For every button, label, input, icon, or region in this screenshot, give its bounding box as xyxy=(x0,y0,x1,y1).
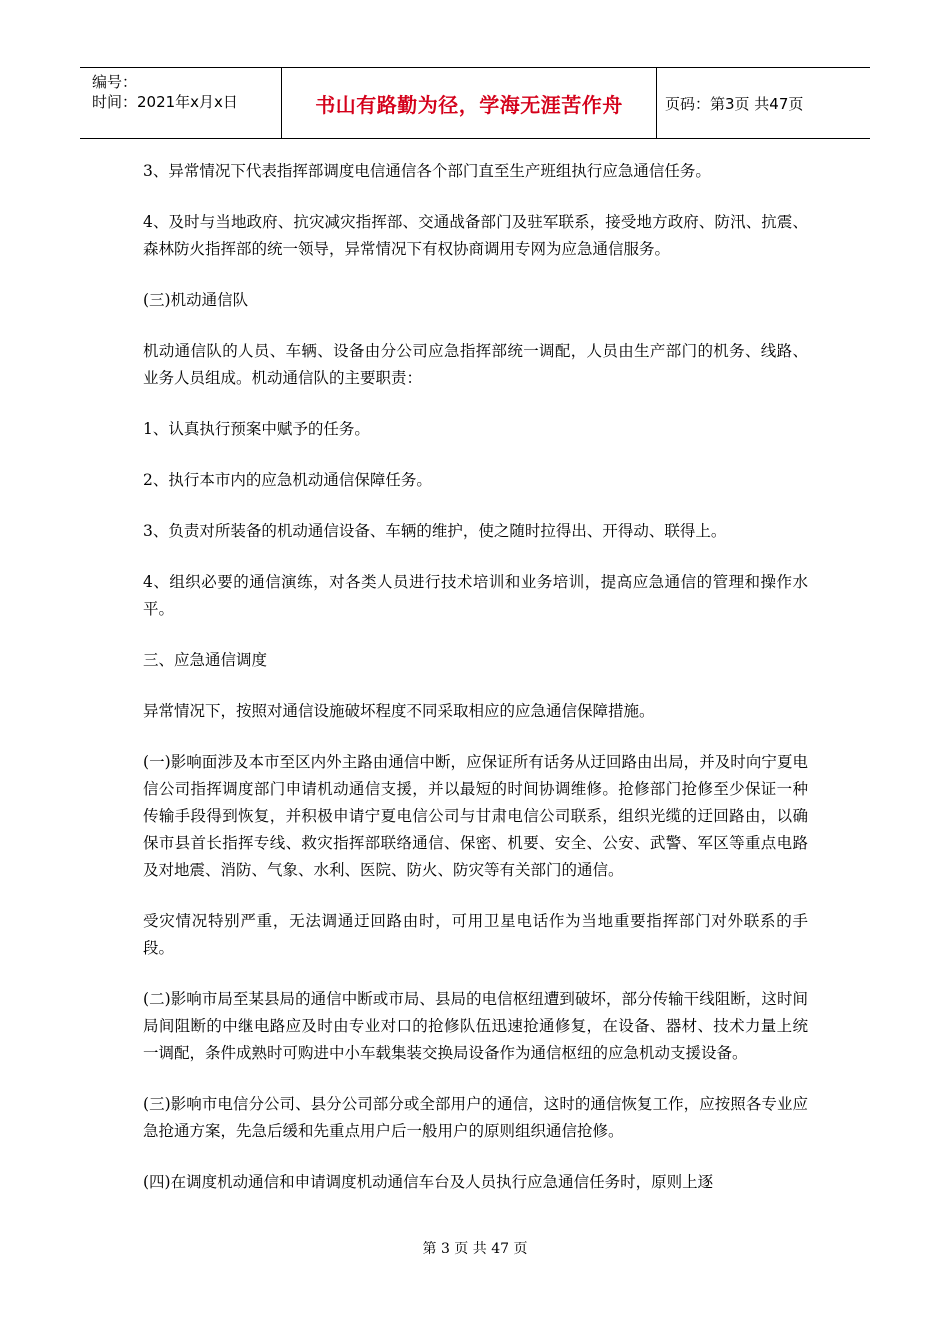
header-meta-cell xyxy=(80,68,282,138)
page-header xyxy=(80,67,870,139)
paragraph: 异常情况下，按照对通信设施破坏程度不同采取相应的应急通信保障措施。 xyxy=(143,702,655,720)
paragraph: 机动通信队的人员、车辆、设备由分公司应急指挥部统一调配，人员由生产部门的机务、线路、业务人员组成。机动通信队的主要职责： xyxy=(143,342,808,387)
paragraph: (三)影响市电信分公司、县分公司部分或全部用户的通信，这时的通信恢复工作，应按照各专业应急抢通方案，先急后缓和先重点用户后一般用户的原则组织通信抢修。 xyxy=(143,1095,808,1140)
section-heading: (三)机动通信队 xyxy=(143,291,249,309)
paragraph: 4、组织必要的通信演练，对各类人员进行技术培训和业务培训，提高应急通信的管理和操作水平。 xyxy=(143,573,808,618)
paragraph: 3、负责对所装备的机动通信设备、车辆的维护，使之随时拉得出、开得动、联得上。 xyxy=(143,522,727,540)
paragraph: 2、执行本市内的应急机动通信保障任务。 xyxy=(143,471,432,489)
paragraph: (四)在调度机动通信和申请调度机动通信车台及人员执行应急通信任务时，原则上逐 xyxy=(143,1173,714,1191)
paragraph: 3、异常情况下代表指挥部调度电信通信各个部门直至生产班组执行应急通信任务。 xyxy=(143,162,711,180)
section-heading: 三、应急通信调度 xyxy=(143,651,268,669)
paragraph: 受灾情况特别严重，无法调通迂回路由时，可用卫星电话作为当地重要指挥部门对外联系的手段。 xyxy=(143,912,808,957)
paragraph: 4、及时与当地政府、抗灾减灾指挥部、交通战备部门及驻军联系，接受地方政府、防汛、抗震、森林防火指挥部的统一领导，异常情况下有权协商调用专网为应急通信服务。 xyxy=(143,213,808,258)
page-footer xyxy=(0,1238,950,1258)
header-time-label: 时间：2021年x月x日 xyxy=(92,93,238,111)
header-number-label: 编号： xyxy=(92,73,138,91)
paragraph: (一)影响面涉及本市至区内外主路由通信中断，应保证所有话务从迂回路由出局，并及时向宁夏电信公司指挥调度部门申请机动通信支援，并以最短的时间协调维修。抢修部门抢修至少保证一种传输手段得到恢复，并积极申请宁夏电信公司与甘肃电信公司联系，组织光缆的迂回路由，以确保市县首长指挥专线、救灾指挥部联络通信、保密、机要、安全、公安、武警、军区等重点电路及对地震、消防、气象、水利、医院、防火、防灾等有关部门的通信。 xyxy=(143,753,808,879)
header-motto-cell xyxy=(282,68,657,138)
header-motto: 书山有路勤为径，学海无涯苦作舟 xyxy=(315,92,623,117)
footer-page-number: 第 3 页 共 47 页 xyxy=(422,1241,528,1257)
paragraph: (二)影响市局至某县局的通信中断或市局、县局的电信枢纽遭到破坏，部分传输干线阻断，这时间局间阻断的中继电路应及时由专业对口的抢修队伍迅速抢通修复，在设备、器材、技术力量上统一调配，条件成熟时可购进中小车载集装交换局设备作为通信枢纽的应急机动支援设备。 xyxy=(143,990,808,1062)
document-body xyxy=(143,158,808,1220)
paragraph: 1、认真执行预案中赋予的任务。 xyxy=(143,420,370,438)
header-page-info: 页码：第3页 共47页 xyxy=(665,94,804,113)
header-page-info-cell xyxy=(657,68,870,138)
